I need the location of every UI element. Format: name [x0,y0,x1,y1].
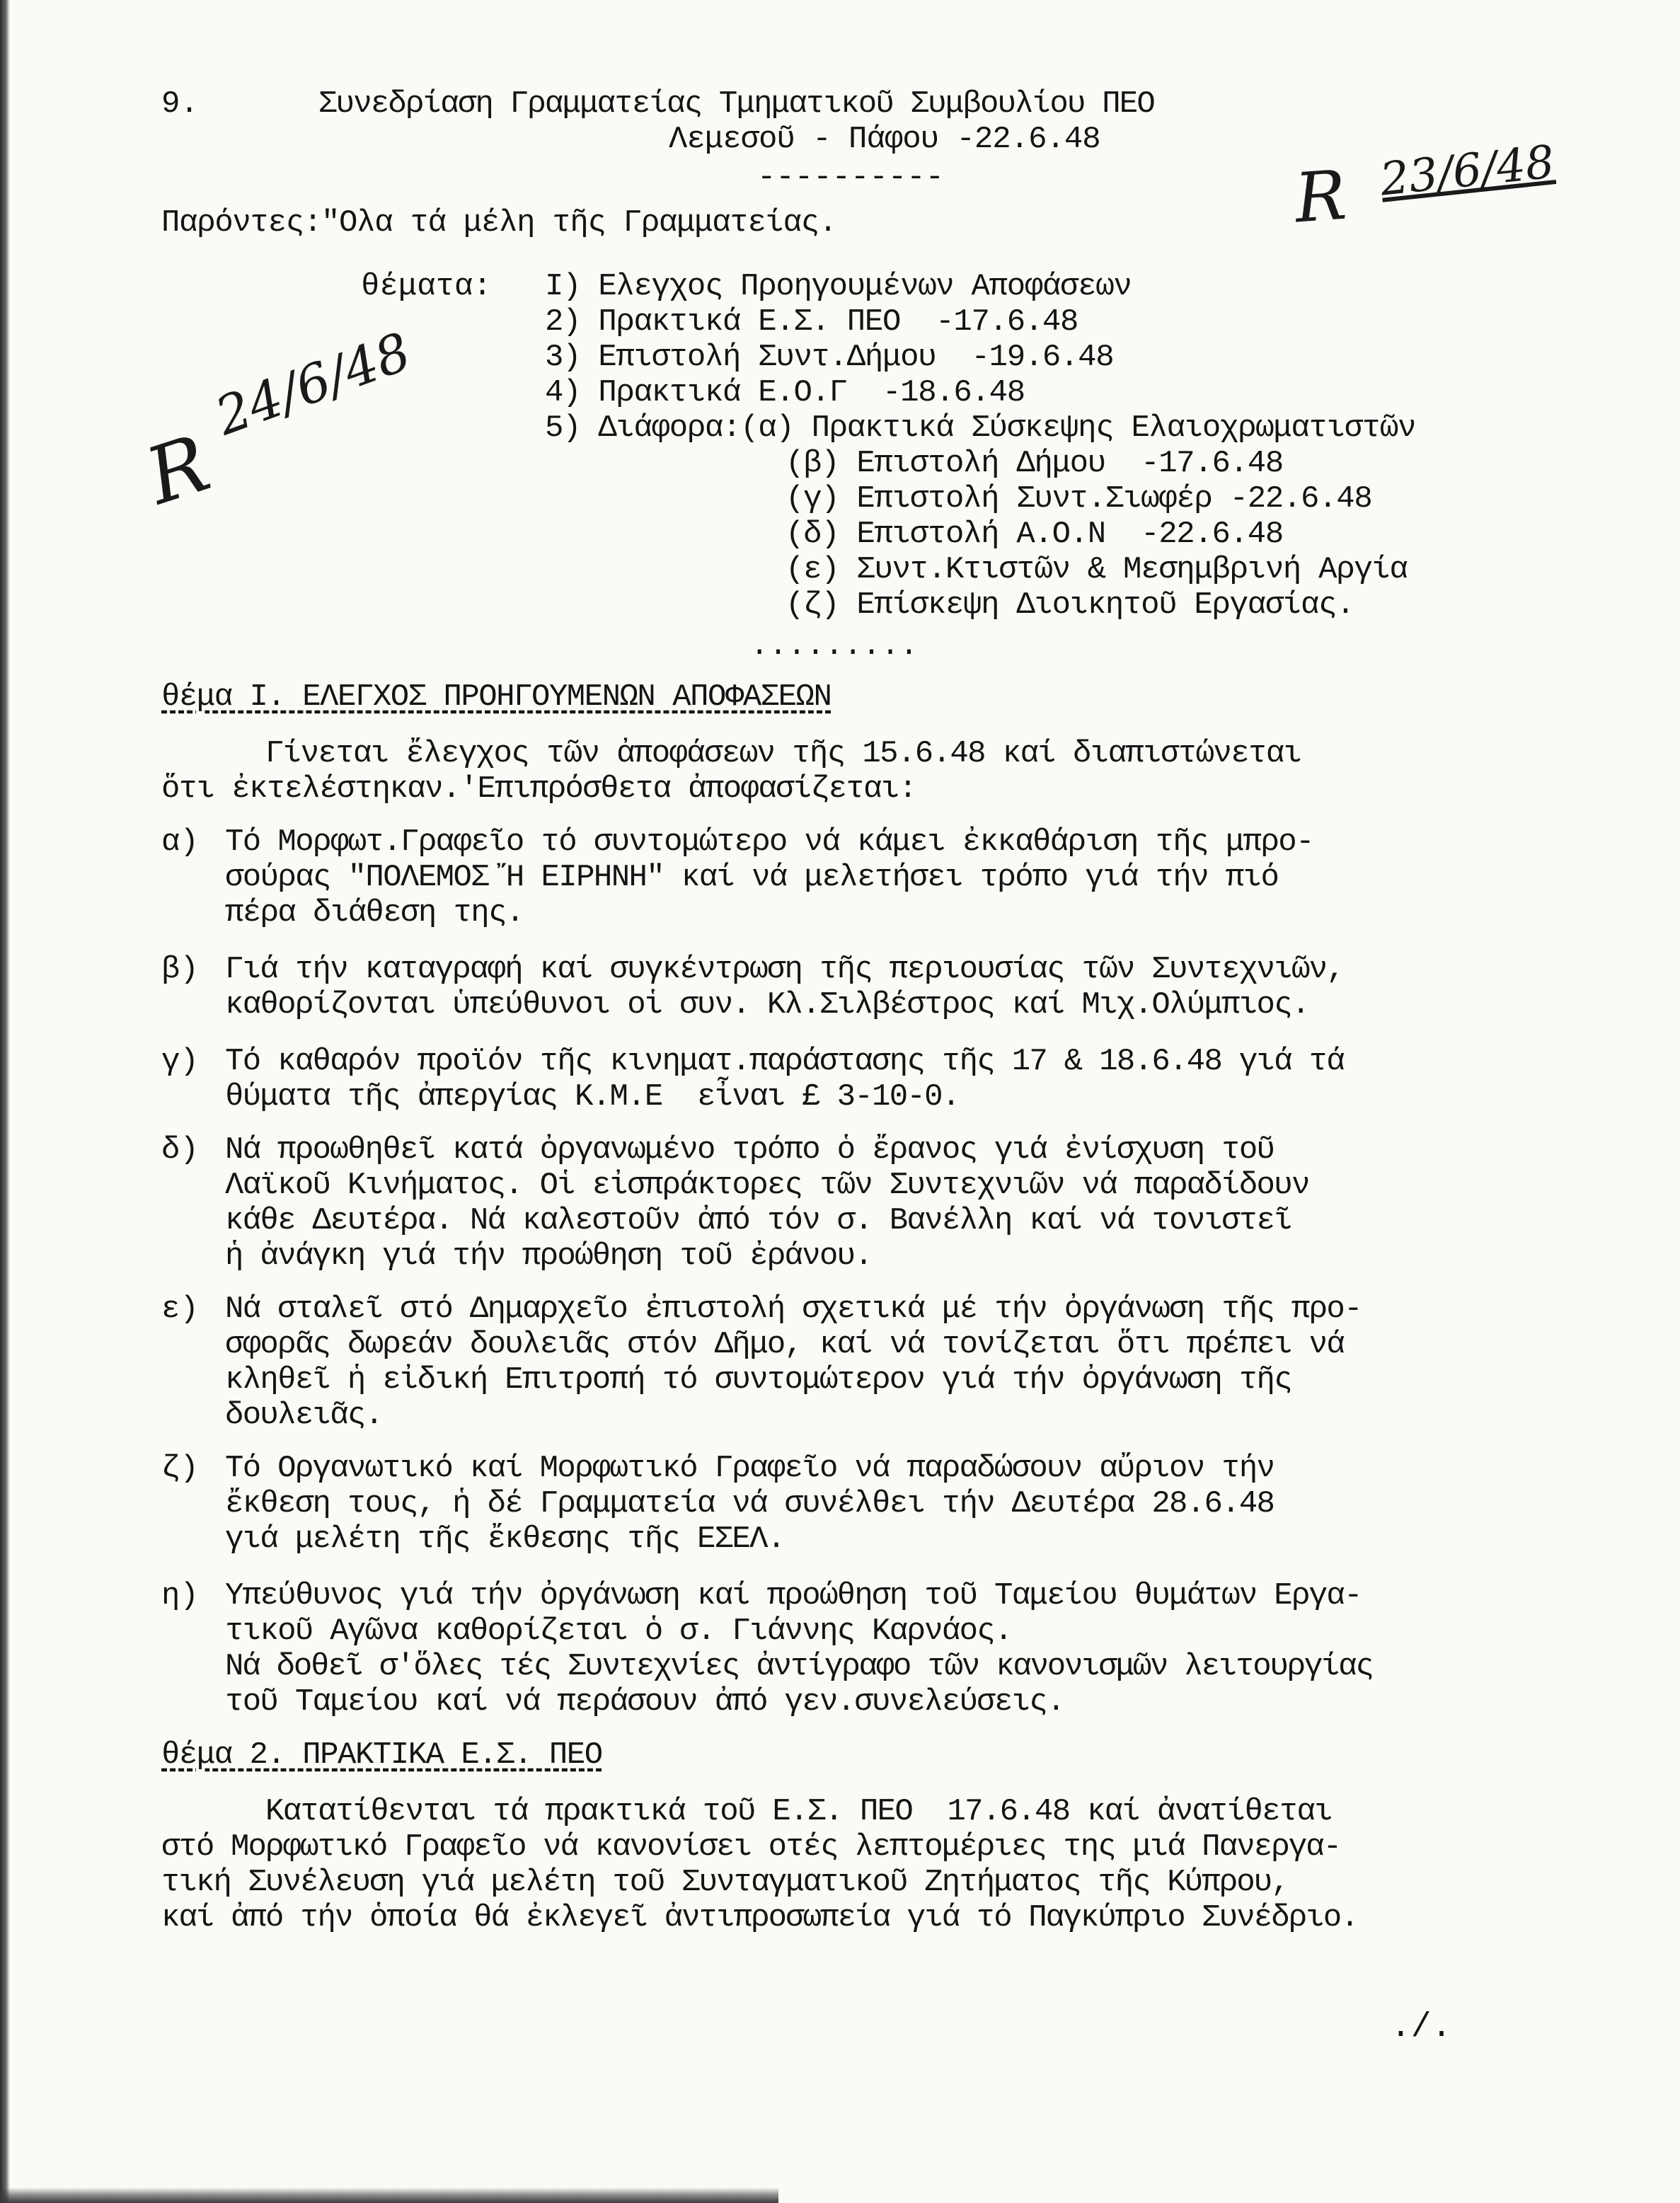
decision-label: β) [161,952,199,987]
section-2-text: καί ἀπό τήν ὁποία θά ἐκλεγεῖ ἀντιπροσωπεία γιά τό Παγκύπριο Συνέδριο. [161,1900,1358,1935]
decision-text: καθορίζονται ὑπεύθυνοι οἱ συν. Κλ.Σιλβέστρος καί Μιχ.Ολύμπιος. [225,987,1309,1023]
section-1-intro: Γίνεται ἔλεγχος τῶν ἀποφάσεων τῆς 15.6.48 καί διαπιστώνεται [265,736,1301,771]
decision-text: Νά προωθηθεῖ κατά ὀργανωμένο τρόπο ὁ ἔρανος γιά ἐνίσχυση τοῦ [225,1132,1275,1168]
agenda-subitem: (β) Επιστολή Δήμου -17.6.48 [786,446,1283,481]
agenda-item: 4) Πρακτικά Ε.Ο.Γ -18.6.48 [545,375,1025,410]
agenda-subitem: (δ) Επιστολή Α.Ο.Ν -22.6.48 [786,517,1283,552]
decision-label: δ) [161,1132,199,1168]
decision-label: η) [161,1578,199,1614]
section-1-heading: θέμα I. ΕΛΕΓΧΟΣ ΠΡΟΗΓΟΥΜΕΝΩΝ ΑΠΟΦΑΣΕΩΝ [161,679,832,715]
decision-text: σφορᾶς δωρεάν δουλειᾶς στόν Δῆμο, καί νά τονίζεται ὅτι πρέπει νά [225,1327,1345,1362]
agenda-item: 3) Επιστολή Συντ.Δήμου -19.6.48 [545,340,1114,375]
decision-text: Τό Μορφωτ.Γραφεῖο τό συντομώτερο νά κάμει ἐκκαθάριση τῆς μπρο- [225,824,1313,860]
handwritten-date-top: 23/6/48 [1377,136,1557,207]
decision-text: τικοῦ Αγῶνα καθορίζεται ὁ σ. Γιάννης Καρνάος. [225,1614,1012,1649]
decision-text: θύματα τῆς ἀπεργίας Κ.Μ.Ε εἶναι £ 3-10-0. [225,1079,960,1115]
header-dash-rule: ---------- [757,160,945,195]
section-2-text: στό Μορφωτικό Γραφεῖο νά κανονίσει οτές λεπτομέριες της μιά Πανεργα- [161,1829,1341,1865]
decision-text: ἔκθεση τους, ἡ δέ Γραμματεία νά συνέλθει τήν Δευτέρα 28.6.48 [225,1486,1275,1522]
section-2-text: Κατατίθενται τά πρακτικά τοῦ Ε.Σ. ΠΕΟ 17.6.48 καί ἀνατίθεται [265,1794,1332,1829]
continuation-mark: ./. [1391,2008,1452,2047]
decision-text: Υπεύθυνος γιά τήν ὀργάνωση καί προώθηση τοῦ Ταμείου θυμάτων Εργα- [225,1578,1362,1614]
document-title: Συνεδρίαση Γραμματείας Τμηματικοῦ Συμβουλίου ΠΕΟ [318,86,1155,122]
scan-edge-bottom [0,2187,778,2203]
section-2-heading: θέμα 2. ΠΡΑΚΤΙΚΑ Ε.Σ. ΠΕΟ [161,1737,602,1773]
handwritten-initial-top: R [1292,155,1350,238]
decision-text: δουλειᾶς. [225,1398,383,1433]
decision-text: γιά μελέτη τῆς ἔκθεσης τῆς ΕΣΕΛ. [225,1522,785,1557]
decision-text: Λαϊκοῦ Κινήματος. Οἱ εἰσπράκτορες τῶν Συντεχνιῶν νά παραδίδουν [225,1168,1309,1203]
attendees-line: Παρόντες:"Ολα τά μέλη τῆς Γραμματείας. [161,205,836,241]
section-1-intro: ὅτι ἐκτελέστηκαν.'Επιπρόσθετα ἀποφασίζεται: [161,771,916,807]
decision-label: ζ) [161,1451,199,1486]
decision-label: ε) [161,1292,199,1327]
decision-text: Νά σταλεῖ στό Δημαρχεῖο ἐπιστολή σχετικά μέ τήν ὀργάνωση τῆς προ- [225,1292,1362,1327]
agenda-item: 5) Διάφορα:(α) Πρακτικά Σύσκεψης Ελαιοχρωματιστῶν [545,410,1416,446]
decision-text: Γιά τήν καταγραφή καί συγκέντρωση τῆς περιουσίας τῶν Συντεχνιῶν, [225,952,1345,987]
decision-text: κάθε Δευτέρα. Νά καλεστοῦν ἀπό τόν σ. Βανέλλη καί νά τονιστεῖ [225,1203,1291,1238]
decision-text: Νά δοθεῖ σ'ὅλες τές Συντεχνίες ἀντίγραφο τῶν κανονισμῶν λειτουργίας [225,1649,1373,1684]
handwritten-initial-margin: R [136,418,220,522]
agenda-label: θέματα: [361,269,492,304]
handwritten-date-margin: 24/6/48 [207,321,419,448]
section-2-text: τική Συνέλευση γιά μελέτη τοῦ Συνταγματικοῦ Ζητήματος τῆς Κύπρου, [161,1865,1289,1900]
decision-label: γ) [161,1044,199,1079]
agenda-item: 2) Πρακτικά Ε.Σ. ΠΕΟ -17.6.48 [545,304,1078,340]
decision-text: κληθεῖ ἡ εἰδική Επιτροπή τό συντομώτερον γιά τήν ὀργάνωση τῆς [225,1362,1291,1398]
decision-text: σούρας "ΠΟΛΕΜΟΣ Ἤ ΕΙΡΗΝΗ" καί νά μελετήσει τρόπο γιά τήν πιό [225,860,1279,895]
decision-label: α) [161,824,199,860]
agenda-subitem: (ε) Συντ.Κτιστῶν & Μεσημβρινή Αργία [786,552,1408,587]
page-number: 9. [161,86,199,122]
scan-edge-left [0,0,10,2203]
agenda-item: I) Ελεγχος Προηγουμένων Αποφάσεων [545,269,1132,304]
decision-text: Τό καθαρόν προϊόν τῆς κινηματ.παράστασης τῆς 17 & 18.6.48 γιά τά [225,1044,1345,1079]
decision-text: πέρα διάθεση της. [225,895,524,931]
agenda-dots: ......... [750,628,919,664]
document-subtitle: Λεμεσοῦ - Πάφου -22.6.48 [669,122,1100,157]
agenda-subitem: (γ) Επιστολή Συντ.Σιωφέρ -22.6.48 [786,481,1372,517]
agenda-subitem: (ζ) Επίσκεψη Διοικητοῦ Εργασίας. [786,587,1354,623]
decision-text: Τό Οργανωτικό καί Μορφωτικό Γραφεῖο νά παραδώσουν αὔριον τήν [225,1451,1275,1486]
decision-text: ἡ ἀνάγκη γιά τήν προώθηση τοῦ ἐράνου. [225,1238,873,1274]
decision-text: τοῦ Ταμείου καί νά περάσουν ἀπό γεν.συνελεύσεις. [225,1684,1064,1720]
